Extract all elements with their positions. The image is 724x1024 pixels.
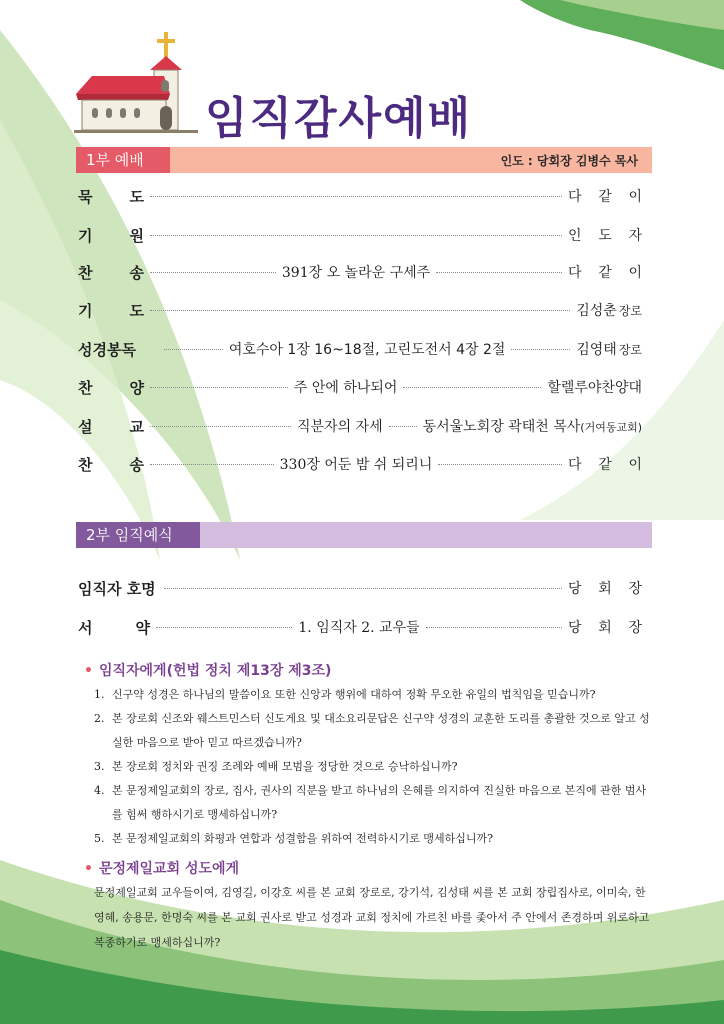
order-label: 묵 도 (78, 187, 144, 206)
order-label: 성경봉독 (78, 340, 136, 359)
order-row-silent-prayer (78, 184, 642, 208)
order-row-scripture-reading (78, 337, 642, 361)
bullet-icon: • (84, 861, 93, 877)
order-label: 기 원 (78, 226, 144, 245)
order-performer: 동서울노회장 곽태천 목사 (거여동교회) (422, 419, 642, 435)
church-illustration (72, 30, 202, 134)
list-item: 2. 본 장로회 신조와 웨스트민스터 신도게요 및 대소요리문답은 신구약 성경의 교훈한 도리를 총괄한 것으로 알고 성실한 마음으로 받아 믿고 따르겠습니까? (94, 712, 650, 749)
order-content: 1. 임직자 2. 교우들 (298, 620, 420, 636)
order-content: 330장 어둔 밤 쉬 되리니 (279, 457, 433, 473)
order-content: 주 안에 하나되어 (293, 380, 398, 396)
vows-members-text: 문정제일교회 교우들이여, 김영길, 이강호 씨를 본 교회 장로로, 강기석, 김성태 씨를 본 교회 장립집사로, 이미숙, 한영혜, 송용문, 한명숙 씨를 본 교회 권사로 받고 성경과 교회 정치에 가르친 바를 좇아서 주 안에서 존경하며 위로하고 복종하기로 맹세하십니까? (94, 886, 650, 949)
order-performer: 다 같 이 (568, 457, 642, 473)
part2-header-bar (76, 522, 652, 548)
order-row-hymn-1 (78, 260, 642, 284)
cross-icon (157, 32, 175, 58)
part1-header-bar (76, 147, 652, 173)
order-performer: 다 같 이 (568, 189, 642, 205)
leader-dots (156, 627, 292, 628)
leader-dots (150, 272, 276, 273)
order-performer: 당 회 장 (568, 581, 642, 597)
leader-dots (150, 387, 288, 388)
order-content: 391장 오 놀라운 구세주 (281, 265, 431, 281)
order-label: 찬 송 (78, 455, 144, 474)
leader-dots (426, 627, 562, 628)
leader-dots (438, 464, 562, 465)
leader-dots (150, 310, 570, 311)
leader-dots (150, 235, 562, 236)
leader-dots (164, 588, 562, 589)
order-label: 찬 송 (78, 263, 144, 282)
order-row-vows (78, 615, 642, 639)
part2-bar-fill (200, 522, 652, 548)
order-performer: 다 같 이 (568, 265, 643, 281)
order-row-prayer (78, 298, 642, 322)
order-content: 직분자의 자세 (297, 419, 383, 435)
leader-dots (436, 272, 562, 273)
list-item: 1. 신구약 성경은 하나님의 말씀이요 또한 신앙과 행위에 대하여 정확 무오한 유일의 법칙임을 믿습니까? (94, 688, 596, 701)
bullet-icon: • (84, 663, 93, 679)
order-row-roll-call (78, 576, 642, 600)
order-row-anthem (78, 375, 642, 399)
leader-dots (164, 349, 223, 350)
page-title: 임직감사예배 (205, 93, 473, 144)
order-label: 찬 양 (78, 378, 144, 397)
list-item: 5. 본 문정제일교회의 화평과 연합과 성결함을 위하여 전력하시기로 맹세하십니까? (94, 832, 494, 845)
vows-members-heading: • 문정제일교회 성도에게 (84, 861, 240, 877)
part1-bar-fill (170, 147, 652, 173)
list-item: 4. 본 문정제일교회의 장로, 집사, 권사의 직분을 받고 하나님의 은혜를 의지하여 진실한 마음으로 본직에 관한 범사를 힘써 행하시기로 맹세하십니까? (94, 784, 647, 821)
order-performer: 할렐루야찬양대 (547, 380, 642, 396)
order-row-hymn-2 (78, 452, 642, 476)
leader-dots (150, 464, 274, 465)
order-row-sermon (78, 414, 642, 438)
order-label: 서 약 (78, 618, 150, 637)
order-performer: 김성춘 장로 (576, 303, 642, 319)
part2-tag: 2부 임직예식 (76, 522, 200, 548)
leader-dots (150, 196, 562, 197)
order-label: 임직자 호명 (78, 579, 156, 598)
worship-leader: 인도 : 당회장 김병수 목사 (500, 153, 638, 168)
order-content: 여호수아 1장 16~18절, 고린도전서 4장 2절 (228, 342, 506, 358)
order-row-invocation (78, 223, 642, 247)
order-performer: 인 도 자 (568, 228, 642, 244)
list-item: 3. 본 장로회 정치와 권징 조례와 예배 모범을 정당한 것으로 승낙하십니까? (94, 760, 458, 773)
leader-dots (150, 426, 291, 427)
order-performer: 김영태 장로 (576, 342, 643, 358)
leader-dots (511, 349, 570, 350)
order-performer: 당 회 장 (568, 620, 642, 636)
order-label: 설 교 (78, 417, 144, 436)
order-label: 기 도 (78, 301, 144, 320)
part1-tag: 1부 예배 (76, 147, 170, 173)
leader-dots (389, 426, 417, 427)
vows-officers-list (94, 683, 654, 851)
leader-dots (403, 387, 541, 388)
vows-officers-heading: • 임직자에게(헌법 정치 제13장 제3조) (84, 663, 332, 679)
